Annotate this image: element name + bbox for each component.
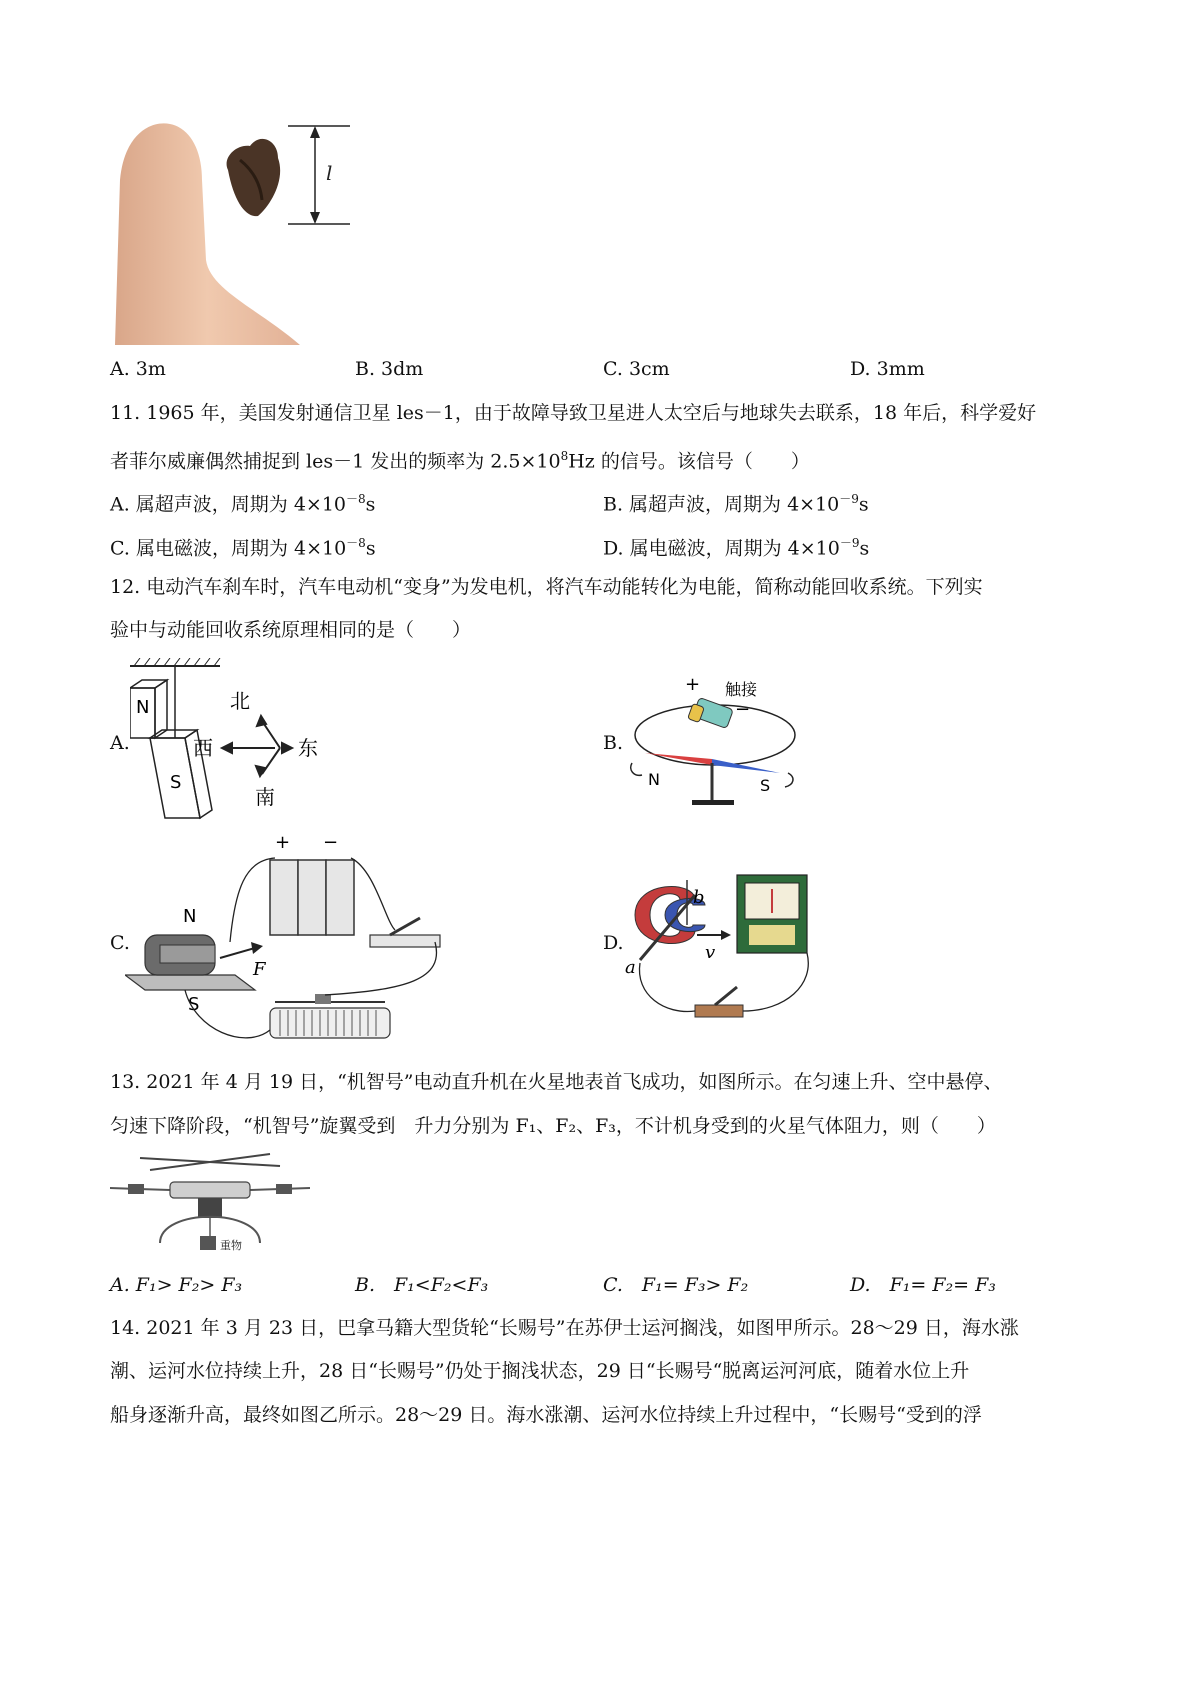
- fig-a-west: 西: [193, 736, 213, 760]
- rheostat-icon: [270, 994, 390, 1038]
- weight-label: 重物: [220, 1239, 242, 1252]
- insect-shape: [227, 139, 281, 216]
- fig-a-south: 南: [255, 785, 275, 809]
- fig-c-minus: −: [323, 832, 339, 853]
- q12-label-a: A.: [110, 732, 130, 754]
- figure-b-compass-wire: [620, 665, 820, 820]
- q11-option-b: B. 属超声波，周期为 $4\times 10^{-9}s$: [603, 492, 869, 516]
- switch-icon: [695, 987, 743, 1017]
- weight-block: [200, 1236, 216, 1250]
- q14-line-1: 14. 2021 年 3 月 23 日，巴拿马籍大型货轮“长赐号”在苏伊士运河搁浅，如图甲所示。28～29 日，海水涨: [110, 1317, 1019, 1339]
- q12-line-2: 验中与动能回收系统原理相同的是（ ）: [110, 619, 472, 641]
- q11-option-c: C. 属电磁波，周期为 $4\times 10^{-8}s$: [110, 536, 376, 560]
- q11-line-2: 者菲尔威廉偶然捕捉到 les－1 发出的频率为 $2.5\times 10^8Hz$ 的信号。该信号（ ）: [110, 449, 810, 473]
- motor-icon: [125, 935, 255, 990]
- fig-b-minus: −: [735, 699, 751, 720]
- fig-d-v: v: [705, 942, 716, 963]
- fig-a-north: 北: [230, 689, 250, 713]
- needle-north: [645, 753, 712, 765]
- fig-d-a: a: [625, 957, 636, 978]
- fig-c-f: F: [253, 959, 266, 980]
- q11-line-1: 11. 1965 年，美国发射通信卫星 les－1，由于故障导致卫星进人太空后与地球失去联系，18 年后，科学爱好: [110, 402, 1037, 424]
- fig-b-plus: +: [685, 674, 701, 695]
- q11-option-a: A. 属超声波，周期为 $4\times 10^{-8}s$: [110, 492, 376, 516]
- fig-a-east: 东: [298, 736, 318, 760]
- q12-label-d: D.: [603, 932, 624, 954]
- q10-option-b: B. 3dm: [355, 358, 424, 380]
- drone-figure: [110, 1148, 310, 1258]
- q10-option-d: D. 3mm: [850, 358, 925, 380]
- q11-option-d: D. 属电磁波，周期为 $4\times 10^{-9}s$: [603, 536, 870, 560]
- fig-b-n: N: [648, 770, 660, 789]
- length-label: l: [326, 161, 333, 185]
- q14-line-2: 潮、运河水位持续上升，28 日“长赐号”仍处于搁浅状态，29 日“长赐号“脱离运河河底，随着水位上升: [110, 1360, 970, 1382]
- figure-c-motor-circuit: [125, 830, 465, 1055]
- fig-a-s-label: S: [170, 772, 182, 793]
- galvanometer-icon: [737, 875, 807, 953]
- q12-label-c: C.: [110, 932, 130, 954]
- switch-icon: [370, 918, 440, 947]
- q13-option-b: B. F₁<F₂<F₃: [355, 1274, 489, 1296]
- fig-c-n: N: [183, 906, 197, 927]
- fig-b-touch: 触接: [725, 680, 758, 699]
- figure-a-hanging-magnet: [130, 658, 360, 828]
- q12-line-1: 12. 电动汽车刹车时，汽车电动机“变身”为发电机，将汽车动能转化为电能，简称动能回收系统。下列实: [110, 576, 983, 598]
- battery-icon: [688, 697, 734, 728]
- needle-south: [712, 759, 780, 773]
- fig-c-s: S: [188, 994, 200, 1015]
- q13-line-1: 13. 2021 年 4 月 19 日，“机智号”电动直升机在火星地表首飞成功，如图所示。在匀速上升、空中悬停、: [110, 1071, 1003, 1093]
- q14-line-3: 船身逐渐升高，最终如图乙所示。28～29 日。海水涨潮、运河水位持续上升过程中，“长赐号“受到的浮: [110, 1404, 982, 1426]
- q12-label-b: B.: [603, 732, 624, 754]
- fig-d-b: b: [693, 887, 705, 908]
- q10-option-c: C. 3cm: [603, 358, 670, 380]
- q13-option-d: D. F₁= F₂= F₃: [850, 1274, 996, 1296]
- q10-option-a: A. 3m: [110, 358, 166, 380]
- fig-b-s: S: [760, 776, 771, 795]
- q13-line-2: 匀速下降阶段，“机智号”旋翼受到 升力分别为 F₁、F₂、F₃，不计机身受到的火星气体阻力，则（ ）: [110, 1115, 996, 1137]
- battery-pack-icon: [270, 860, 354, 935]
- q13-option-a: A. F₁> F₂> F₃: [110, 1274, 243, 1296]
- figure-d-induction-setup: [625, 855, 825, 1040]
- q13-option-c: C. F₁= F₃> F₂: [603, 1274, 749, 1296]
- fig-a-n-label: N: [136, 697, 150, 718]
- finger-insect-figure: [110, 110, 370, 345]
- fig-c-plus: +: [275, 832, 291, 853]
